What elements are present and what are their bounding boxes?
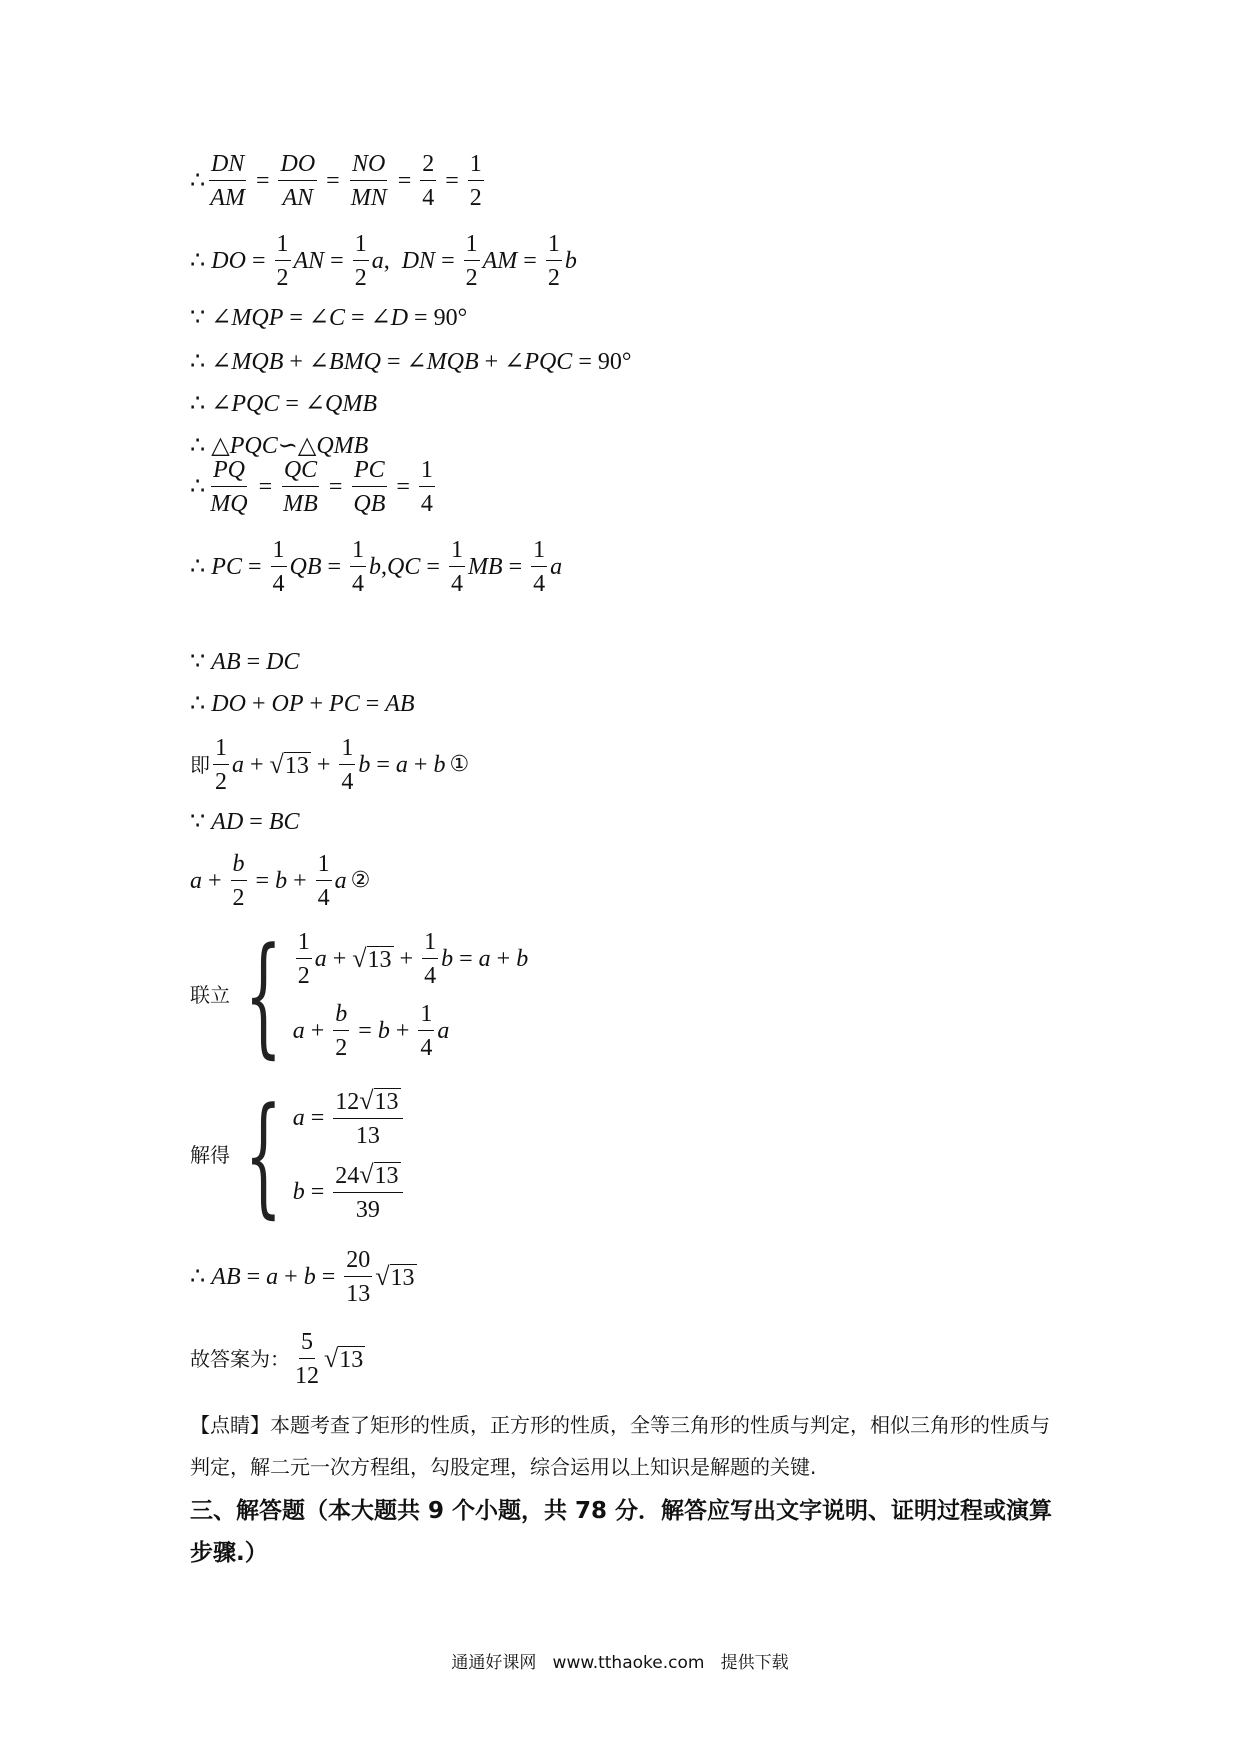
step-ratio-dn-am: ∴ $\frac{DN}{AM}$ = $\frac{DO}{AN}$ = $\frac{NO}{MN}$ = $\frac{2}{4}$ = $\frac{1}{2}$ [190, 151, 482, 211]
label-lianli: 联立 [190, 983, 230, 1007]
footer-site: 通通好课网 [451, 1653, 537, 1673]
section-heading: 三、解答题（本大题共 9 个小题，共 78 分．解答应写出文字说明、证明过程或演算步骤.） [190, 1498, 1053, 1566]
equation-1: 即 $\frac{1}{2}$ a + √ 13 + $\frac{1}{4}$ b = a + b ① [190, 735, 470, 795]
step-angle-sum: ∴ ∠MQB + ∠BMQ = ∠MQB + ∠PQC = 90° [190, 349, 632, 375]
explanation-paragraph [190, 1404, 1060, 1488]
step-sum-ab: ∴ DO + OP + PC = AB [190, 691, 415, 717]
explanation-label: 【点睛】 [190, 1413, 270, 1437]
equation-2: a + $\frac{b}{2}$ = b + $\frac{1}{4}$ a ② [190, 851, 371, 911]
footer-suffix: 提供下载 [720, 1653, 789, 1673]
step-angles-90: ∵ ∠MQP = ∠C = ∠D = 90° [190, 305, 468, 331]
step-ratio-pq: ∴ $\frac{PQ}{MQ}$ = $\frac{QC}{MB}$ = $\frac{PC}{QB}$ = $\frac{1}{4}$ [190, 457, 433, 517]
step-angle-equal: ∴ ∠PQC = ∠QMB [190, 391, 378, 417]
step-ab-result: ∴ AB = a + b = $\frac{20}{13}$ √ 13 [190, 1247, 415, 1307]
step-similar: ∴ △PQC∽△QMB [190, 433, 369, 459]
step-pc-qc: ∴ PC = $\frac{1}{4}$ QB = $\frac{1}{4}$ b , QC = $\frac{1}{4}$ MB = $\frac{1}{4}$ a [190, 537, 563, 597]
solution-system: 解得 { a = 12 √ 13 13 b = 24 √ 13 39 [190, 1088, 406, 1222]
label-answer: 故答案为： [190, 1347, 290, 1371]
footer-url[interactable]: www.tthaoke.com [552, 1653, 705, 1673]
explanation-text: 本题考查了矩形的性质，正方形的性质，全等三角形的性质与判定，相似三角形的性质与判定，解二元一次方程组，勾股定理，综合运用以上知识是解题的关键. [190, 1413, 1050, 1479]
label-ji: 即 [190, 753, 210, 777]
label-jiede: 解得 [190, 1143, 230, 1167]
step-do-dn: ∴ DO = $\frac{1}{2}$ AN = $\frac{1}{2}$ a , DN = $\frac{1}{2}$ AM = $\frac{1}{2}$ b [190, 231, 577, 291]
brace-icon: { [244, 1079, 282, 1231]
equation-system: 联立 { $\frac{1}{2}$ a + √ 13 + $\frac{1}{4}$ b = a + b a + $\frac{b}{2}$ = b + $\frac{1}{4}$ a [190, 919, 529, 1071]
page-footer [0, 1648, 1240, 1673]
step-ab-dc: ∵ AB = DC [190, 649, 300, 675]
brace-icon: { [244, 919, 282, 1071]
final-answer: 故答案为： $\frac{5}{12}$ √ 13 [190, 1329, 364, 1389]
step-ad-bc: ∵ AD = BC [190, 809, 300, 835]
